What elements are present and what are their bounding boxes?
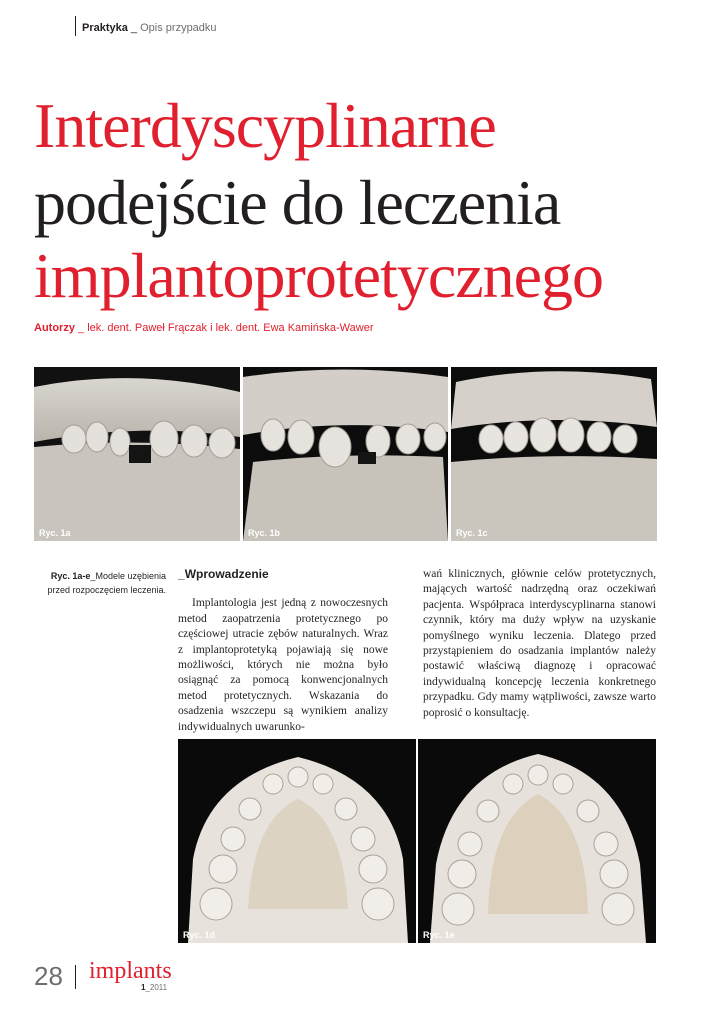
figure-1e-photo — [418, 739, 656, 943]
figure-1e-label: Ryc. 1e — [423, 930, 455, 940]
authors-separator: _ — [74, 322, 88, 334]
authors-names: lek. dent. Paweł Frączak i lek. dent. Ewa Kamińska-Wawer — [87, 322, 374, 334]
section-heading — [178, 567, 388, 582]
figure-caption-label: Ryc. 1a-e — [50, 571, 91, 581]
authors-label: Autorzy — [34, 322, 75, 334]
text-column-2 — [423, 567, 656, 721]
figure-1d-label: Ryc. 1d — [183, 930, 216, 940]
title-line-2: podejście do leczenia — [34, 167, 561, 238]
header-rule — [75, 16, 76, 36]
header-section: Praktyka — [82, 22, 128, 34]
figure-1b-label: Ryc. 1b — [248, 528, 281, 538]
intro-paragraph-2: wań klinicznych, głównie celów protetycznych, mających wartość nadrzędną oraz oczekiwań pacjenta. Współpraca interdyscyplinarna stanowi czynnik, który ma duży wpływ na uzyskanie pomyślnego wyniku leczenia. Dlatego przed przystąpieniem do osadzania implantów należy postawić właściwą diagnozę i opracować indywidualną koncepcję leczenia konkretnego przypadku. Gdy mamy wątpliwości, zawsze warto poprosić o konsultację. — [423, 568, 656, 719]
running-header — [82, 22, 217, 34]
issue-info — [141, 983, 167, 992]
magazine-brand: implants — [89, 958, 172, 984]
figure-1a-photo — [34, 367, 240, 541]
header-separator: _ — [127, 22, 141, 34]
figure-1c-label: Ryc. 1c — [456, 528, 488, 538]
title-line-3: implantoprotetycznego — [34, 240, 604, 311]
text-column-1 — [178, 567, 388, 735]
section-heading-text: Wprowadzenie — [184, 567, 269, 581]
header-subsection: Opis przypadku — [140, 22, 217, 34]
figure-1c-photo — [451, 367, 657, 541]
figure-1a-label: Ryc. 1a — [39, 528, 71, 538]
issue-number: 1 — [141, 983, 146, 992]
figure-1d-photo — [178, 739, 416, 943]
figure-1b-photo — [243, 367, 448, 541]
issue-year: _2011 — [145, 983, 168, 992]
section-heading-prefix: _ — [178, 567, 185, 581]
page-number: 28 — [34, 961, 63, 991]
authors-line — [34, 322, 374, 334]
intro-paragraph-1: Implantologia jest jedną z nowoczesnych metod zaopatrzenia protetycznego po częściowej utracie zębów naturalnych. Wraz z implantoprotetyką pojawiają się nowe możliwości, których nie można było osiągnąć za pomocą konwencjonalnych metod protetycznych. Wskazania do osadzenia wszczepu są wynikiem analizy indywidualnych uwarunko- — [178, 597, 388, 733]
figure-caption — [34, 569, 166, 597]
footer-rule — [75, 965, 76, 989]
title-line-1: Interdyscyplinarne — [34, 90, 496, 161]
figure-caption-text: _Modele uzębienia przed rozpoczęciem leczenia. — [47, 571, 166, 595]
